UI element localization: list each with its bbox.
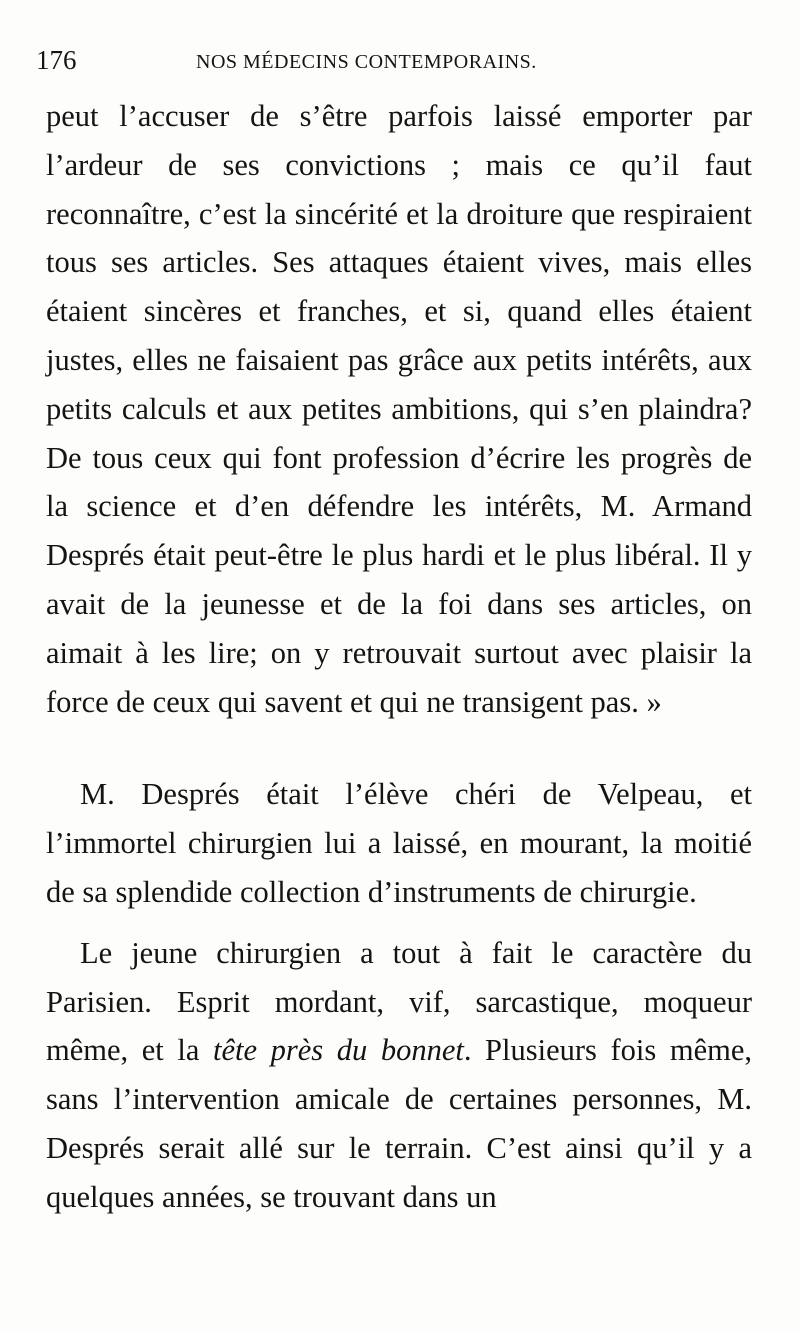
paragraph-character-text-1: Le jeune chirurgien a tout à fait le caractère du Parisien. Esprit mordant, vif, sarcastique, moqueur même, et la [46,935,752,1068]
paragraph-continued: peut l’accuser de s’être parfois laissé emporter par l’ardeur de ses convictions ; mais ce qu’il faut reconnaître, c’est la sincérité et la droiture que respiraient tous ses articles. Ses attaques étaient vives, mais elles étaient sincères et franches, et si, quand elles étaient justes, elles ne faisaient pas grâce aux petits intérêts, aux petits calculs et aux petites ambitions, qui s’en plaindra? De tous ceux qui font profession d’écrire les progrès de la science et d’en défendre les intérêts, M. Armand Després était peut-être le plus hardi et le plus libéral. Il y avait de la jeunesse et de la foi dans ses articles, on aimait à les lire; on y retrouvait surtout avec plaisir la force de ceux qui savent et qui ne transigent pas. » [46,99,752,719]
running-head [36,42,756,78]
running-title: NOS MÉDECINS CONTEMPORAINS. [196,51,537,73]
paragraph-character-text-2: . Plusieurs fois même, sans l’intervention amicale de certaines personnes, M. Després serait allé sur le terrain. C’est ainsi qu’il y a quelques années, se trouvant dans un [46,1033,752,1214]
page-number: 176 [36,45,77,75]
body-text [46,92,752,1222]
italic-phrase: tête près du bonnet [212,1033,464,1068]
paragraph-character [46,929,752,1222]
paragraph-velpeau: M. Després était l’élève chéri de Velpeau, et l’immortel chirurgien lui a laissé, en mourant, la moitié de sa splendide collection d’instruments de chirurgie. [46,777,752,909]
